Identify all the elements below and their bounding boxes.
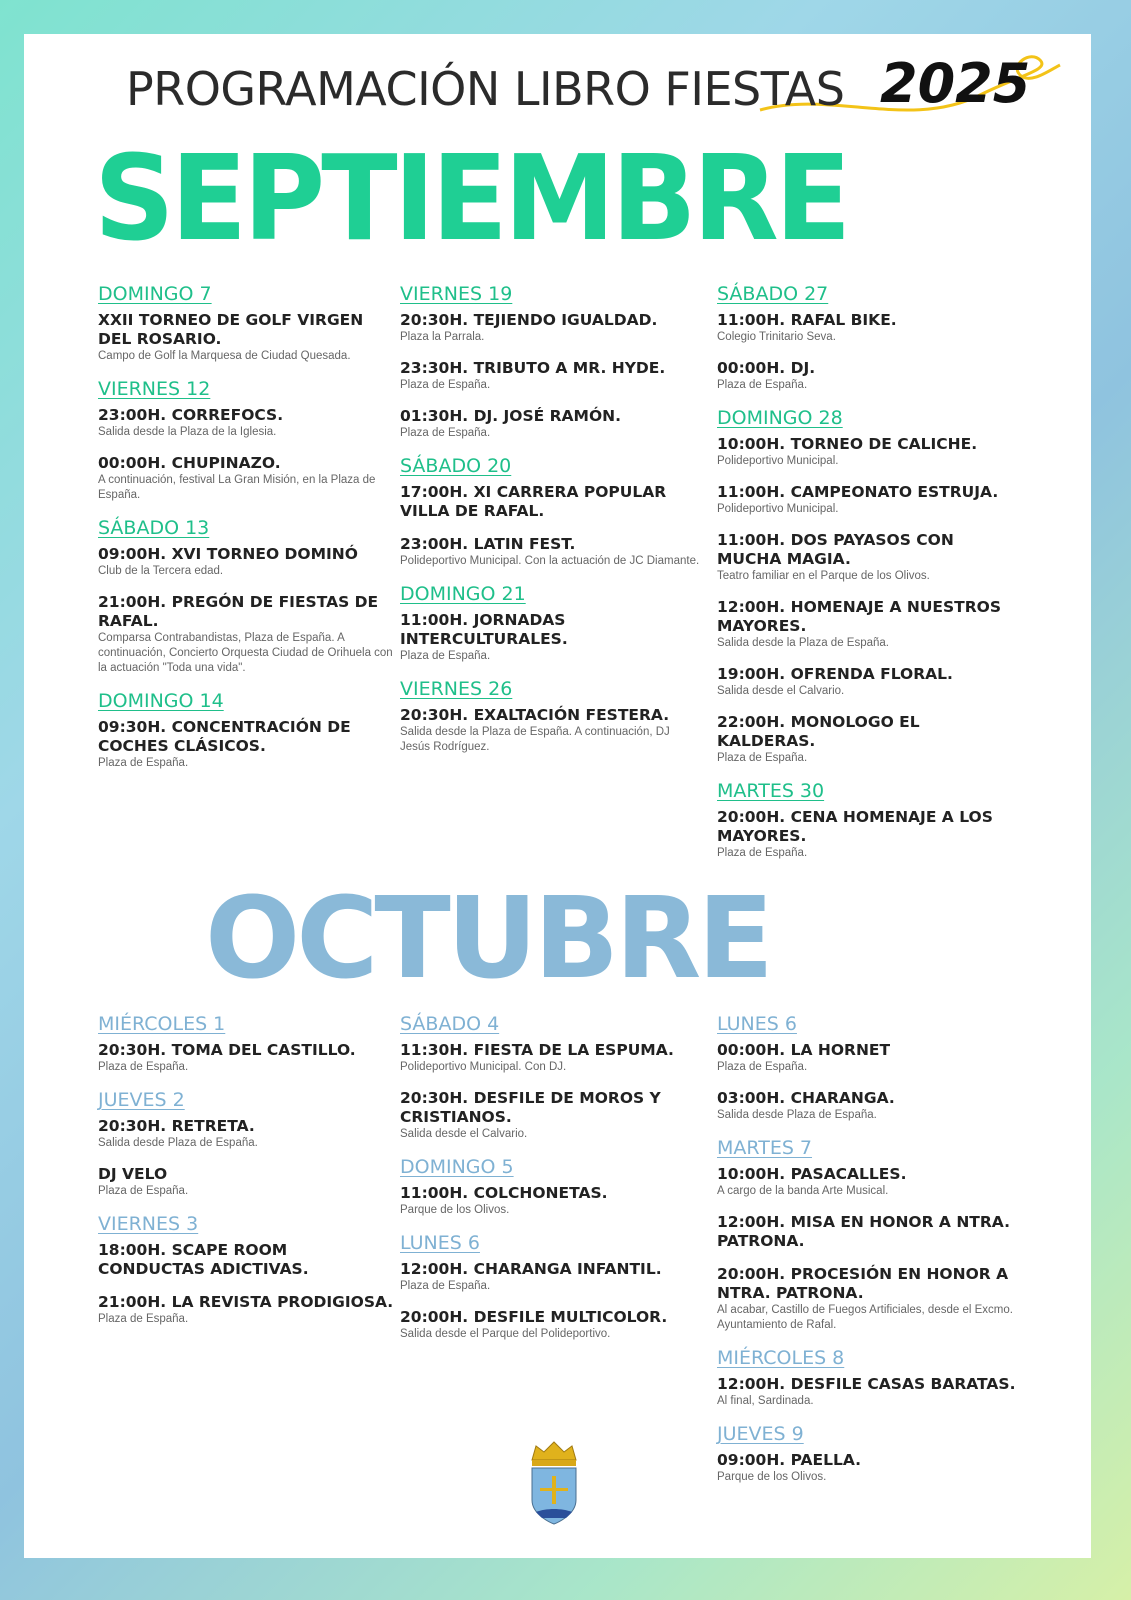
event-location: Polideportivo Municipal. Con la actuación de JC Diamante.	[400, 555, 700, 567]
event-item	[400, 1260, 700, 1294]
poster-year: 2025	[880, 52, 1031, 115]
event-title: 12:00H. CHARANGA INFANTIL.	[400, 1260, 662, 1278]
month-heading-october: OCTUBRE	[205, 874, 770, 1004]
event-item	[717, 808, 1017, 861]
poster-title: PROGRAMACIÓN LIBRO FIESTAS	[126, 62, 845, 116]
event-item	[400, 1041, 700, 1075]
event-location: Club de la Tercera edad.	[98, 565, 224, 577]
event-location: Salida desde el Calvario.	[717, 685, 845, 697]
event-item	[717, 1265, 1017, 1333]
event-item	[400, 407, 700, 441]
event-title: 21:00H. PREGÓN DE FIESTAS DE RAFAL.	[98, 593, 379, 630]
event-title: 11:00H. DOS PAYASOS CON MUCHA MAGIA.	[717, 531, 954, 568]
day-heading: DOMINGO 14	[98, 690, 224, 712]
event-location: Plaza de España.	[400, 1280, 491, 1292]
event-item	[98, 593, 398, 676]
day-block-martes-30	[717, 780, 1017, 861]
day-heading: SÁBADO 13	[98, 517, 210, 539]
event-title: 12:00H. HOMENAJE A NUESTROS MAYORES.	[717, 598, 1002, 635]
day-heading: MIÉRCOLES 8	[717, 1347, 845, 1369]
day-block-miercoles-1	[98, 1013, 398, 1075]
event-item	[717, 1165, 1017, 1199]
event-item	[98, 545, 398, 579]
event-title: 12:00H. MISA EN HONOR A NTRA. PATRONA.	[717, 1213, 1010, 1250]
event-location: A continuación, festival La Gran Misión, en la Plaza de España.	[98, 474, 376, 501]
event-item	[98, 454, 398, 503]
event-item	[98, 718, 398, 771]
october-column-1	[98, 1013, 398, 1341]
day-block-domingo-7	[98, 283, 398, 364]
day-heading: DOMINGO 21	[400, 583, 526, 605]
event-location: Plaza de España.	[400, 650, 491, 662]
event-location: Salida desde la Plaza de España.	[717, 637, 889, 649]
event-title: 00:00H. CHUPINAZO.	[98, 454, 281, 472]
event-title: 19:00H. OFRENDA FLORAL.	[717, 665, 953, 683]
day-block-viernes-26	[400, 678, 700, 755]
event-item	[98, 406, 398, 440]
event-title: 20:00H. DESFILE MULTICOLOR.	[400, 1308, 668, 1326]
event-title: 09:00H. XVI TORNEO DOMINÓ	[98, 545, 358, 563]
event-location: Colegio Trinitario Seva.	[717, 331, 836, 343]
day-block-viernes-19	[400, 283, 700, 441]
day-block-jueves-2	[98, 1089, 398, 1199]
day-heading: SÁBADO 27	[717, 283, 829, 305]
event-title: 11:00H. COLCHONETAS.	[400, 1184, 608, 1202]
day-block-martes-7	[717, 1137, 1017, 1333]
event-location: Polideportivo Municipal.	[717, 455, 839, 467]
day-heading: DOMINGO 28	[717, 407, 843, 429]
event-location: Al final, Sardinada.	[717, 1395, 814, 1407]
event-title: 20:30H. EXALTACIÓN FESTERA.	[400, 706, 670, 724]
event-title: 09:30H. CONCENTRACIÓN DE COCHES CLÁSICOS.	[98, 718, 351, 755]
event-title: 00:00H. DJ.	[717, 359, 816, 377]
event-location: Campo de Golf la Marquesa de Ciudad Quesada.	[98, 350, 351, 362]
event-title: 20:30H. TEJIENDO IGUALDAD.	[400, 311, 658, 329]
day-block-domingo-5	[400, 1156, 700, 1218]
event-item	[717, 713, 1017, 766]
event-item	[717, 531, 1017, 584]
event-item	[98, 1241, 398, 1279]
event-location: Salida desde el Parque del Polideportivo.	[400, 1328, 611, 1340]
event-item	[400, 483, 700, 521]
event-location: A cargo de la banda Arte Musical.	[717, 1185, 889, 1197]
day-heading: DOMINGO 7	[98, 283, 212, 305]
event-location: Salida desde la Plaza de la Iglesia.	[98, 426, 277, 438]
day-block-sabado-27	[717, 283, 1017, 393]
event-location: Salida desde Plaza de España.	[98, 1137, 258, 1149]
event-title: 11:30H. FIESTA DE LA ESPUMA.	[400, 1041, 674, 1059]
event-location: Salida desde Plaza de España.	[717, 1109, 877, 1121]
day-block-lunes-6	[400, 1232, 700, 1342]
event-title: 00:00H. LA HORNET	[717, 1041, 891, 1059]
event-location: Salida desde el Calvario.	[400, 1128, 528, 1140]
event-item	[717, 311, 1017, 345]
day-heading: DOMINGO 5	[400, 1156, 514, 1178]
day-block-miercoles-8	[717, 1347, 1017, 1409]
event-item	[98, 311, 398, 364]
event-location: Plaza de España.	[98, 1313, 189, 1325]
day-block-lunes-6	[717, 1013, 1017, 1123]
event-location: Plaza de España.	[98, 1185, 189, 1197]
event-title: 20:00H. CENA HOMENAJE A LOS MAYORES.	[717, 808, 993, 845]
event-location: Plaza de España.	[717, 847, 808, 859]
event-title: XXII TORNEO DE GOLF VIRGEN DEL ROSARIO.	[98, 311, 364, 348]
event-item	[717, 435, 1017, 469]
event-location: Plaza de España.	[717, 752, 808, 764]
event-title: 20:00H. PROCESIÓN EN HONOR A NTRA. PATRONA.	[717, 1265, 1009, 1302]
day-block-sabado-4	[400, 1013, 700, 1142]
day-block-domingo-28	[717, 407, 1017, 766]
event-title: 12:00H. DESFILE CASAS BARATAS.	[717, 1375, 1016, 1393]
event-location: Plaza de España.	[400, 427, 491, 439]
event-location: Comparsa Contrabandistas, Plaza de España. A continuación, Concierto Orquesta Ciudad de Orihuela con la actuación "Toda una vida".	[98, 632, 393, 674]
event-location: Plaza la Parrala.	[400, 331, 485, 343]
day-heading: MIÉRCOLES 1	[98, 1013, 226, 1035]
event-title: 20:30H. DESFILE DE MOROS Y CRISTIANOS.	[400, 1089, 661, 1126]
event-item	[400, 1308, 700, 1342]
event-title: 03:00H. CHARANGA.	[717, 1089, 895, 1107]
day-block-viernes-12	[98, 378, 398, 503]
october-column-3	[717, 1013, 1017, 1499]
event-item	[400, 1184, 700, 1218]
event-item	[98, 1165, 398, 1199]
event-title: 20:30H. RETRETA.	[98, 1117, 255, 1135]
event-item	[400, 535, 700, 569]
event-title: 20:30H. TOMA DEL CASTILLO.	[98, 1041, 356, 1059]
october-column-2	[400, 1013, 700, 1356]
event-item	[400, 706, 700, 755]
event-title: 23:00H. LATIN FEST.	[400, 535, 576, 553]
event-title: 23:00H. CORREFOCS.	[98, 406, 284, 424]
september-column-3	[717, 283, 1017, 875]
month-heading-september: SEPTIEMBRE	[94, 130, 848, 268]
day-heading: VIERNES 3	[98, 1213, 199, 1235]
day-heading: VIERNES 19	[400, 283, 513, 305]
event-item	[717, 1213, 1017, 1251]
event-item	[400, 611, 700, 664]
day-block-domingo-21	[400, 583, 700, 664]
event-title: 11:00H. CAMPEONATO ESTRUJA.	[717, 483, 999, 501]
day-heading: MARTES 30	[717, 780, 825, 802]
day-block-viernes-3	[98, 1213, 398, 1327]
day-block-sabado-20	[400, 455, 700, 569]
town-crest-icon	[526, 1438, 582, 1528]
event-item	[98, 1293, 398, 1327]
day-heading: JUEVES 9	[717, 1423, 804, 1445]
event-item	[717, 359, 1017, 393]
day-heading: VIERNES 26	[400, 678, 513, 700]
event-location: Polideportivo Municipal. Con DJ.	[400, 1061, 567, 1073]
event-title: 23:30H. TRIBUTO A MR. HYDE.	[400, 359, 666, 377]
event-item	[717, 1375, 1017, 1409]
event-item	[400, 1089, 700, 1142]
event-item	[98, 1041, 398, 1075]
event-location: Teatro familiar en el Parque de los Olivos.	[717, 570, 930, 582]
event-title: 10:00H. TORNEO DE CALICHE.	[717, 435, 978, 453]
day-heading: JUEVES 2	[98, 1089, 185, 1111]
event-item	[717, 1451, 1017, 1485]
event-location: Plaza de España.	[717, 1061, 808, 1073]
event-location: Plaza de España.	[98, 757, 189, 769]
event-title: DJ VELO	[98, 1165, 168, 1183]
event-location: Polideportivo Municipal.	[717, 503, 839, 515]
event-title: 11:00H. RAFAL BIKE.	[717, 311, 897, 329]
event-item	[717, 1089, 1017, 1123]
event-item	[717, 1041, 1017, 1075]
event-title: 09:00H. PAELLA.	[717, 1451, 862, 1469]
day-heading: LUNES 6	[717, 1013, 797, 1035]
event-item	[717, 665, 1017, 699]
day-block-domingo-14	[98, 690, 398, 771]
event-location: Parque de los Olivos.	[717, 1471, 827, 1483]
event-location: Plaza de España.	[98, 1061, 189, 1073]
day-heading: SÁBADO 4	[400, 1013, 500, 1035]
day-heading: LUNES 6	[400, 1232, 480, 1254]
event-item	[717, 483, 1017, 517]
event-title: 10:00H. PASACALLES.	[717, 1165, 907, 1183]
september-column-1	[98, 283, 398, 785]
day-heading: VIERNES 12	[98, 378, 211, 400]
event-item	[400, 311, 700, 345]
event-location: Al acabar, Castillo de Fuegos Artificiales, desde el Excmo. Ayuntamiento de Rafal.	[717, 1304, 1013, 1331]
september-column-2	[400, 283, 700, 769]
event-location: Parque de los Olivos.	[400, 1204, 510, 1216]
event-location: Salida desde la Plaza de España. A continuación, DJ Jesús Rodríguez.	[400, 726, 670, 753]
event-title: 22:00H. MONOLOGO EL KALDERAS.	[717, 713, 920, 750]
event-title: 01:30H. DJ. JOSÉ RAMÓN.	[400, 407, 621, 425]
day-block-jueves-9	[717, 1423, 1017, 1485]
day-heading: SÁBADO 20	[400, 455, 512, 477]
day-heading: MARTES 7	[717, 1137, 813, 1159]
event-location: Plaza de España.	[400, 379, 491, 391]
event-item	[717, 598, 1017, 651]
event-title: 18:00H. SCAPE ROOM CONDUCTAS ADICTIVAS.	[98, 1241, 309, 1278]
day-block-sabado-13	[98, 517, 398, 676]
event-title: 17:00H. XI CARRERA POPULAR VILLA DE RAFAL.	[400, 483, 667, 520]
event-location: Plaza de España.	[717, 379, 808, 391]
event-item	[400, 359, 700, 393]
event-item	[98, 1117, 398, 1151]
event-title: 11:00H. JORNADAS INTERCULTURALES.	[400, 611, 568, 648]
event-title: 21:00H. LA REVISTA PRODIGIOSA.	[98, 1293, 394, 1311]
